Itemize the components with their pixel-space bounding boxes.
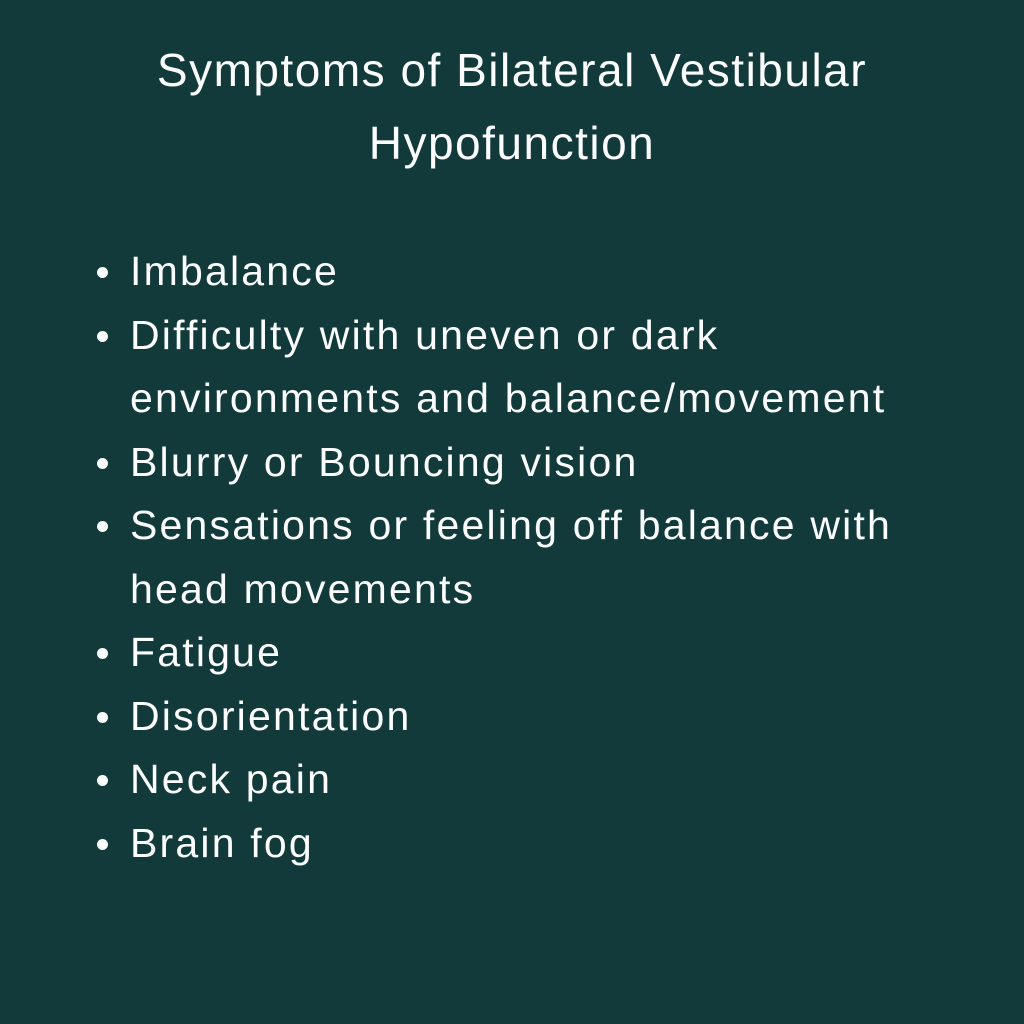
bullet-text: Fatigue [130, 629, 283, 675]
symptom-list [97, 240, 987, 875]
bullet-icon [97, 712, 108, 723]
bullet-text: Neck pain [130, 756, 333, 802]
list-item [97, 304, 987, 431]
bullet-text: Disorientation [130, 692, 412, 739]
bullet-icon [97, 521, 108, 532]
bullet-icon [97, 648, 108, 659]
list-item [97, 494, 987, 621]
bullet-icon [97, 267, 108, 278]
bullet-text: Difficulty with uneven or dark environments and balance/movement [130, 311, 887, 421]
slide-title: Symptoms of Bilateral Vestibular Hypofunction [156, 44, 868, 169]
bullet-icon [97, 331, 108, 342]
list-item [97, 431, 987, 495]
list-item [97, 685, 987, 749]
list-item [97, 621, 987, 685]
bullet-text: Brain fog [130, 819, 314, 866]
bullet-text: Sensations or feeling off balance with head movements [130, 502, 893, 612]
list-item [97, 748, 987, 812]
bullet-icon [97, 458, 108, 469]
bullet-icon [97, 839, 108, 850]
bullet-text: Imbalance [130, 248, 339, 294]
bullet-text: Blurry or Bouncing vision [130, 438, 639, 485]
bullet-icon [97, 775, 108, 786]
list-item [97, 812, 987, 876]
list-item [97, 240, 987, 304]
